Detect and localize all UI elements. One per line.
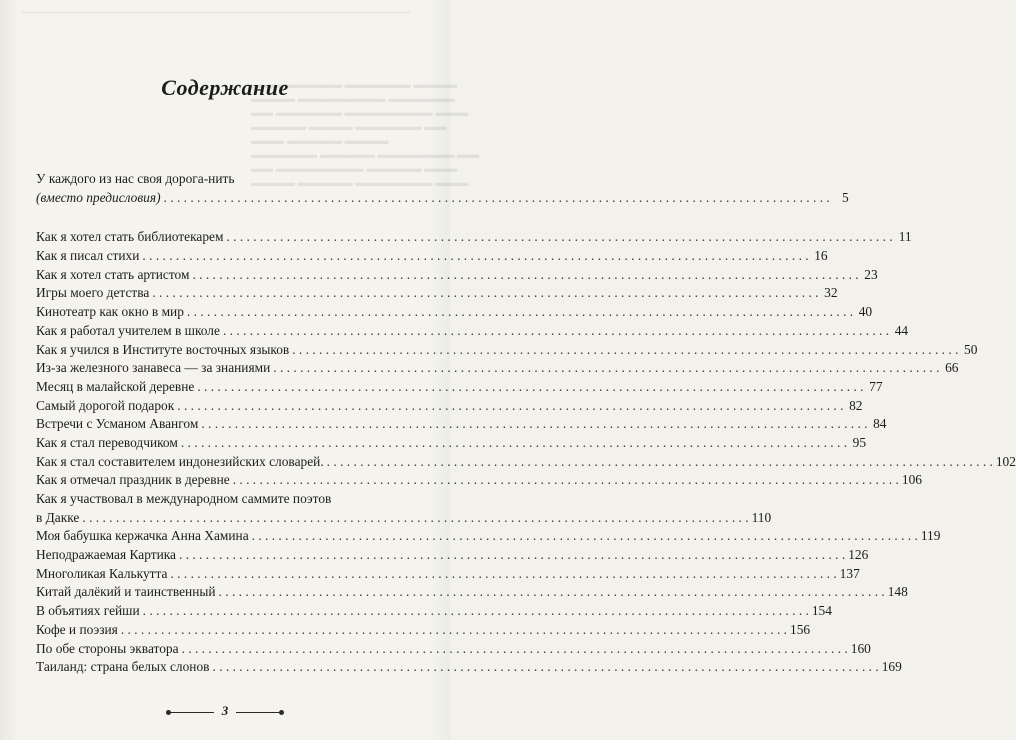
toc-entry-title: Как я писал стихи [36,248,140,264]
toc-entry-page: 50 [964,341,978,357]
toc-entry[interactable] [36,583,908,602]
toc-entry-title: Как я стал составителем индонезийских словарей. [36,453,324,469]
toc-entry[interactable] [36,266,878,285]
toc-entry[interactable] [36,247,828,266]
toc-entry-title: Неподражаемая Картика [36,547,176,563]
toc-entry-page: 95 [852,434,867,450]
toc-entry-title: По обе стороны экватора [36,640,179,656]
toc-entry[interactable] [36,565,860,584]
toc-entry[interactable] [36,341,978,360]
toc-entry[interactable] [36,471,922,490]
toc-entry-title: Многоликая Калькутта [36,565,168,581]
table-of-contents [36,170,1016,677]
toc-entry[interactable] [36,621,811,640]
toc-entry-title: Как я хотел стать библиотекарем [36,229,224,245]
toc-entry-title: Таиланд: страна белых слонов [36,659,210,675]
toc-entry[interactable] [36,453,1016,472]
dot-leader [179,546,845,565]
ornament-dot-right [279,710,284,715]
toc-entry-page: 119 [920,528,941,544]
toc-entry-page: 126 [848,547,869,563]
dot-leader [82,509,748,528]
toc-title: Содержание [161,74,289,100]
toc-entry-title: Самый дорогой подарок [36,397,175,413]
toc-entry-page: 106 [901,472,922,488]
dot-leader [201,415,867,434]
toc-entry[interactable] [36,415,887,434]
page-number: 3 [221,703,229,718]
page-footer [0,703,450,723]
toc-entry-title: Месяц в малайской деревне [36,378,195,394]
dot-leader [197,378,863,397]
toc-entry[interactable] [36,546,869,565]
dot-leader [152,284,818,303]
toc-entry-page: 137 [839,565,860,581]
toc-entry-title: Встречи с Усманом Авангом [36,416,199,432]
dot-leader [142,247,808,266]
toc-entry-page: 148 [887,584,908,600]
toc-entry-title: Кинотеатр как окно в мир [36,304,184,320]
toc-entry-title: Игры моего детства [36,285,150,301]
toc-entry[interactable] [36,640,871,659]
toc-entry-title: Как я стал переводчиком [36,434,178,450]
dot-leader [327,453,993,472]
toc-entry[interactable] [36,303,873,322]
toc-entry-title: Китай далёкий и таинственный [36,584,216,600]
toc-entry[interactable] [36,490,410,509]
toc-entry[interactable] [36,527,941,546]
toc-entry-title: Как я хотел стать артистом [36,266,190,282]
toc-entry-page: 84 [873,416,887,432]
toc-entry-title: Из-за железного занавеса — за знаниями [36,360,271,376]
toc-entry-page: 11 [898,229,912,245]
toc-entry[interactable] [36,434,867,453]
dot-leader [233,471,899,490]
toc-entry-page: 82 [849,397,863,413]
toc-entry-page: 160 [850,640,871,656]
toc-entry[interactable] [36,228,912,247]
toc-entry-title: Моя бабушка кержачка Анна Хамина [36,528,249,544]
toc-entry[interactable] [36,378,883,397]
dot-leader [182,640,848,659]
toc-entry-title: Кофе и поэзия [36,621,118,637]
toc-entry-page: 16 [814,248,828,264]
dot-leader [192,266,858,285]
toc-entry-title: В объятиях гейши [36,603,140,619]
toc-entry-title: Как я работал учителем в школе [36,322,220,338]
dot-leader [219,583,885,602]
dot-leader [292,341,958,360]
toc-entry[interactable] [36,170,410,189]
toc-entry-page: 32 [824,285,838,301]
toc-entry-title: Как я участвовал в международном саммите поэтов [36,491,332,506]
dot-leader [177,397,843,416]
toc-entry-page: 40 [858,304,873,320]
ornament-line-right [236,712,280,713]
dot-leader [143,602,809,621]
toc-entry-page: 154 [811,603,832,619]
toc-entry-page: 156 [790,621,811,637]
dot-leader [252,527,918,546]
show-through-text: ▬▬▬ ▬▬▬▬▬ ▬▬▬▬▬▬ ▬▬▬▬ ▬▬▬▬ ▬▬▬▬▬▬▬▬ ▬▬▬▬▬▬ ▬▬ ▬▬▬▬▬▬ ▬▬▬▬▬▬▬▬ ▬▬▬ ▬▬▬▬▬ ▬▬▬▬ ▬▬▬▬▬▬ ▬▬ ▬▬▬ ▬▬▬▬▬ ▬▬▬▬ ▬▬▬▬▬▬ ▬▬▬▬▬ ▬▬▬▬▬▬▬ ▬▬ ▬▬ ▬▬▬▬▬▬▬▬ ▬▬▬▬▬ ▬▬▬ ▬▬▬▬ ▬▬▬▬▬ ▬▬▬▬▬▬▬ ▬▬▬ [251,79,480,189]
toc-entry[interactable] [36,658,902,677]
dot-leader [273,359,939,378]
running-header-rule [22,12,410,13]
toc-entry[interactable] [36,322,909,341]
dot-leader [164,189,830,208]
toc-entry-page: 169 [881,659,902,675]
toc-entry[interactable] [36,397,863,416]
toc-entry-page: 110 [751,509,772,525]
toc-entry[interactable] [36,602,832,621]
toc-entry[interactable] [36,189,849,208]
toc-entry[interactable] [36,284,838,303]
dot-leader [223,322,889,341]
toc-entry-page: 5 [842,189,849,205]
toc-entry-page: 77 [869,378,883,394]
toc-entry-title: У каждого из нас своя дорога-нить [36,171,235,186]
dot-leader [213,658,879,677]
toc-entry-page: 44 [894,322,909,338]
dot-leader [121,621,787,640]
toc-entry-page: 102 [995,453,1016,469]
toc-entry-page: 66 [945,360,959,376]
dot-leader [170,565,836,584]
toc-entry-page: 23 [864,266,878,282]
dot-leader [181,434,847,453]
toc-entry[interactable] [36,359,959,378]
toc-entry[interactable] [36,509,772,528]
toc-entry-title: Как я учился в Институте восточных языков [36,341,290,357]
dot-leader [226,228,892,247]
dot-leader [187,303,853,322]
toc-entry-title: (вместо предисловия) [36,189,161,205]
toc-entry-title: Как я отмечал праздник в деревне [36,472,230,488]
toc-entry-title: в Дакке [36,509,80,525]
